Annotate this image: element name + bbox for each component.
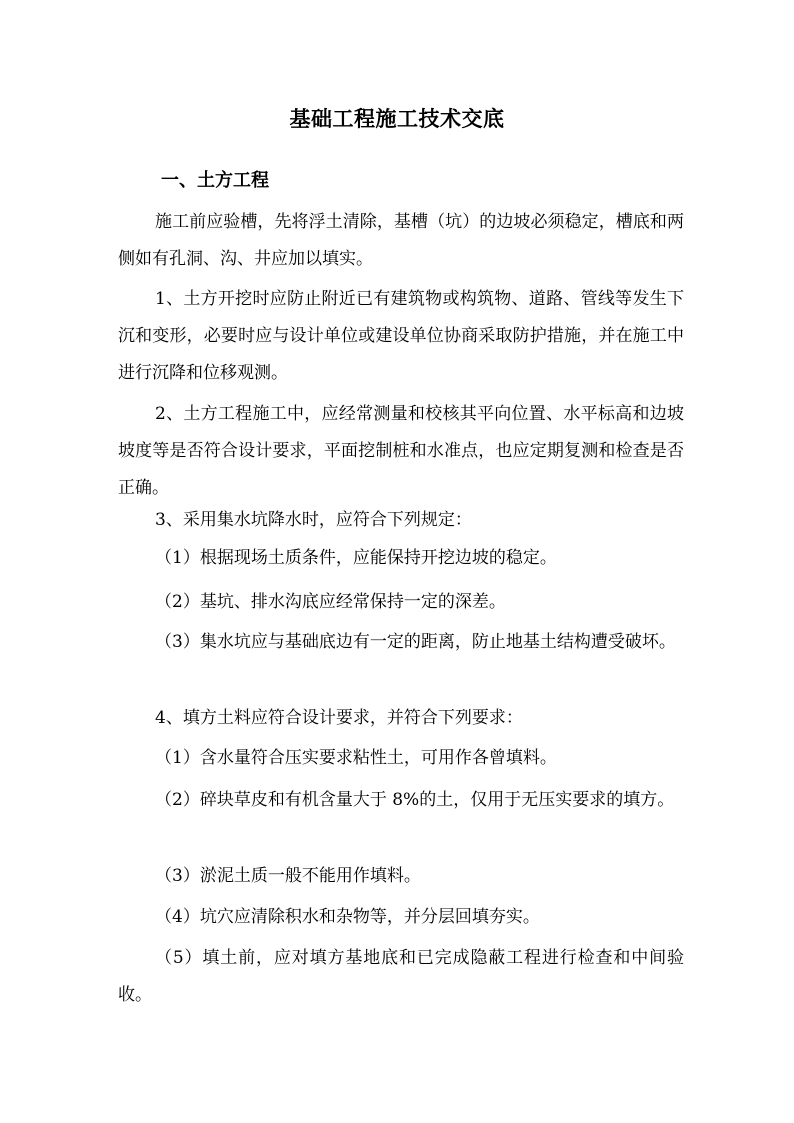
paragraph-item-4-3: （3）淤泥土质一般不能用作填料。 — [155, 866, 421, 886]
section-heading: 一、土方工程 — [161, 170, 269, 191]
paragraph-item-2: 2、土方工程施工中，应经常测量和校核其平向位置、水平标高和边坡坡度等是否符合设计要求，平面挖制桩和水准点，也应定期复测和检查是否正确。 — [118, 404, 684, 498]
paragraph-item-3: 3、采用集水坑降水时，应符合下列规定： — [155, 510, 472, 530]
paragraph-intro: 施工前应验槽，先将浮土清除，基槽（坑）的边坡必须稳定，槽底和两侧如有孔洞、沟、井应加以填实。 — [118, 212, 684, 269]
paragraph-item-4: 4、填方土料应符合设计要求，并符合下列要求： — [155, 708, 523, 728]
paragraph-item-3-3: （3）集水坑应与基础底边有一定的距离，防止地基土结构遭受破坏。 — [155, 632, 676, 652]
document-title: 基础工程施工技术交底 — [289, 106, 505, 131]
paragraph-item-4-2: （2）碎块草皮和有机含量大于 8%的土，仅用于无压实要求的填方。 — [155, 790, 675, 810]
paragraph-item-4-4: （4）坑穴应清除积水和杂物等，并分层回填夯实。 — [155, 907, 540, 927]
paragraph-item-1: 1、土方开挖时应防止附近已有建筑物或构筑物、道路、管线等发生下沉和变形，必要时应与设计单位或建设单位协商采取防护措施，并在施工中进行沉降和位移观测。 — [118, 289, 684, 383]
paragraph-item-3-2: （2）基坑、排水沟底应经常保持一定的深差。 — [155, 592, 506, 612]
paragraph-item-4-5: （5）填土前，应对填方基地底和已完成隐蔽工程进行检查和中间验收。 — [118, 948, 684, 1005]
paragraph-item-4-1: （1）含水量符合压实要求粘性土，可用作各曾填料。 — [155, 748, 557, 768]
paragraph-item-3-1: （1）根据现场土质条件，应能保持开挖边坡的稳定。 — [155, 548, 557, 568]
